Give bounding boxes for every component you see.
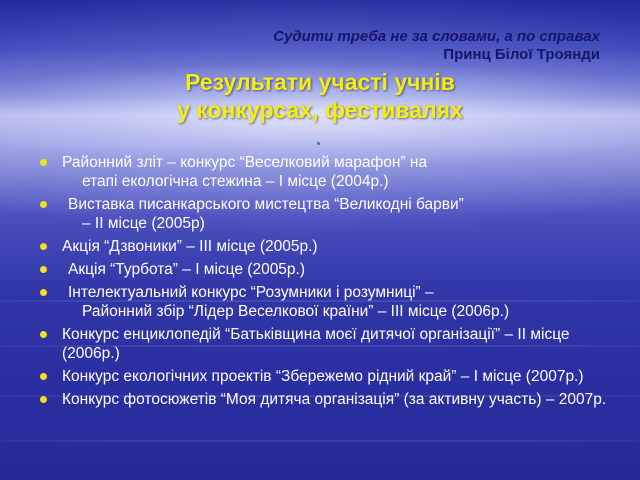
list-item [38, 260, 608, 279]
slide-title [0, 68, 640, 124]
bullet-icon [40, 331, 47, 338]
decorative-dot [317, 142, 320, 145]
bullet-icon [40, 159, 47, 166]
bullet-icon [40, 266, 47, 273]
list-item [38, 195, 608, 233]
slide-title-line-1: Результати участі учнів [185, 69, 455, 95]
epigraph-author: Принц Білої Троянди [443, 46, 600, 63]
list-item-continuation: – ІІ місце (2005р) [82, 215, 205, 232]
slide-title-line-2: у конкурсах, фестивалях [177, 97, 463, 123]
bullet-icon [40, 201, 47, 208]
list-item-continuation: Районний збір “Лідер Веселкової країни” – ІІІ місце (2006р.) [82, 303, 510, 320]
list-item-text: Акція “Дзвоники” – ІІІ місце (2005р.) [62, 238, 318, 255]
bullet-icon [40, 289, 47, 296]
list-item [38, 237, 608, 256]
list-item [38, 283, 608, 321]
bullet-icon [40, 373, 47, 380]
list-item-text: Виставка писанкарського мистецтва “Великодні барви” [68, 196, 464, 213]
list-item-text: Інтелектуальний конкурс “Розумники і розумниці” – [68, 284, 434, 301]
list-item-text: Конкурс енциклопедій “Батьківщина моєї дитячої організації” – ІІ місце (2006р.) [62, 326, 570, 362]
list-item-text: Конкурс екологічних проектів “Збережемо рідний край” – І місце (2007р.) [62, 368, 584, 385]
bullet-icon [40, 243, 47, 250]
background-wave [0, 440, 640, 442]
list-item-text: Конкурс фотосюжетів “Моя дитяча організація” (за активну участь) – 2007р. [62, 391, 607, 408]
list-item [38, 153, 608, 191]
results-list [38, 153, 608, 413]
list-item [38, 390, 608, 409]
bullet-icon [40, 396, 47, 403]
list-item [38, 367, 608, 386]
list-item-text: Районний зліт – конкурс “Веселковий марафон” на [62, 154, 428, 171]
list-item-text: Акція “Турбота” – І місце (2005р.) [68, 261, 306, 278]
list-item-continuation: етапі екологічна стежина – І місце (2004р.) [82, 173, 389, 190]
epigraph-quote: Судити треба не за словами, а по справах [273, 28, 600, 45]
list-item [38, 325, 608, 363]
